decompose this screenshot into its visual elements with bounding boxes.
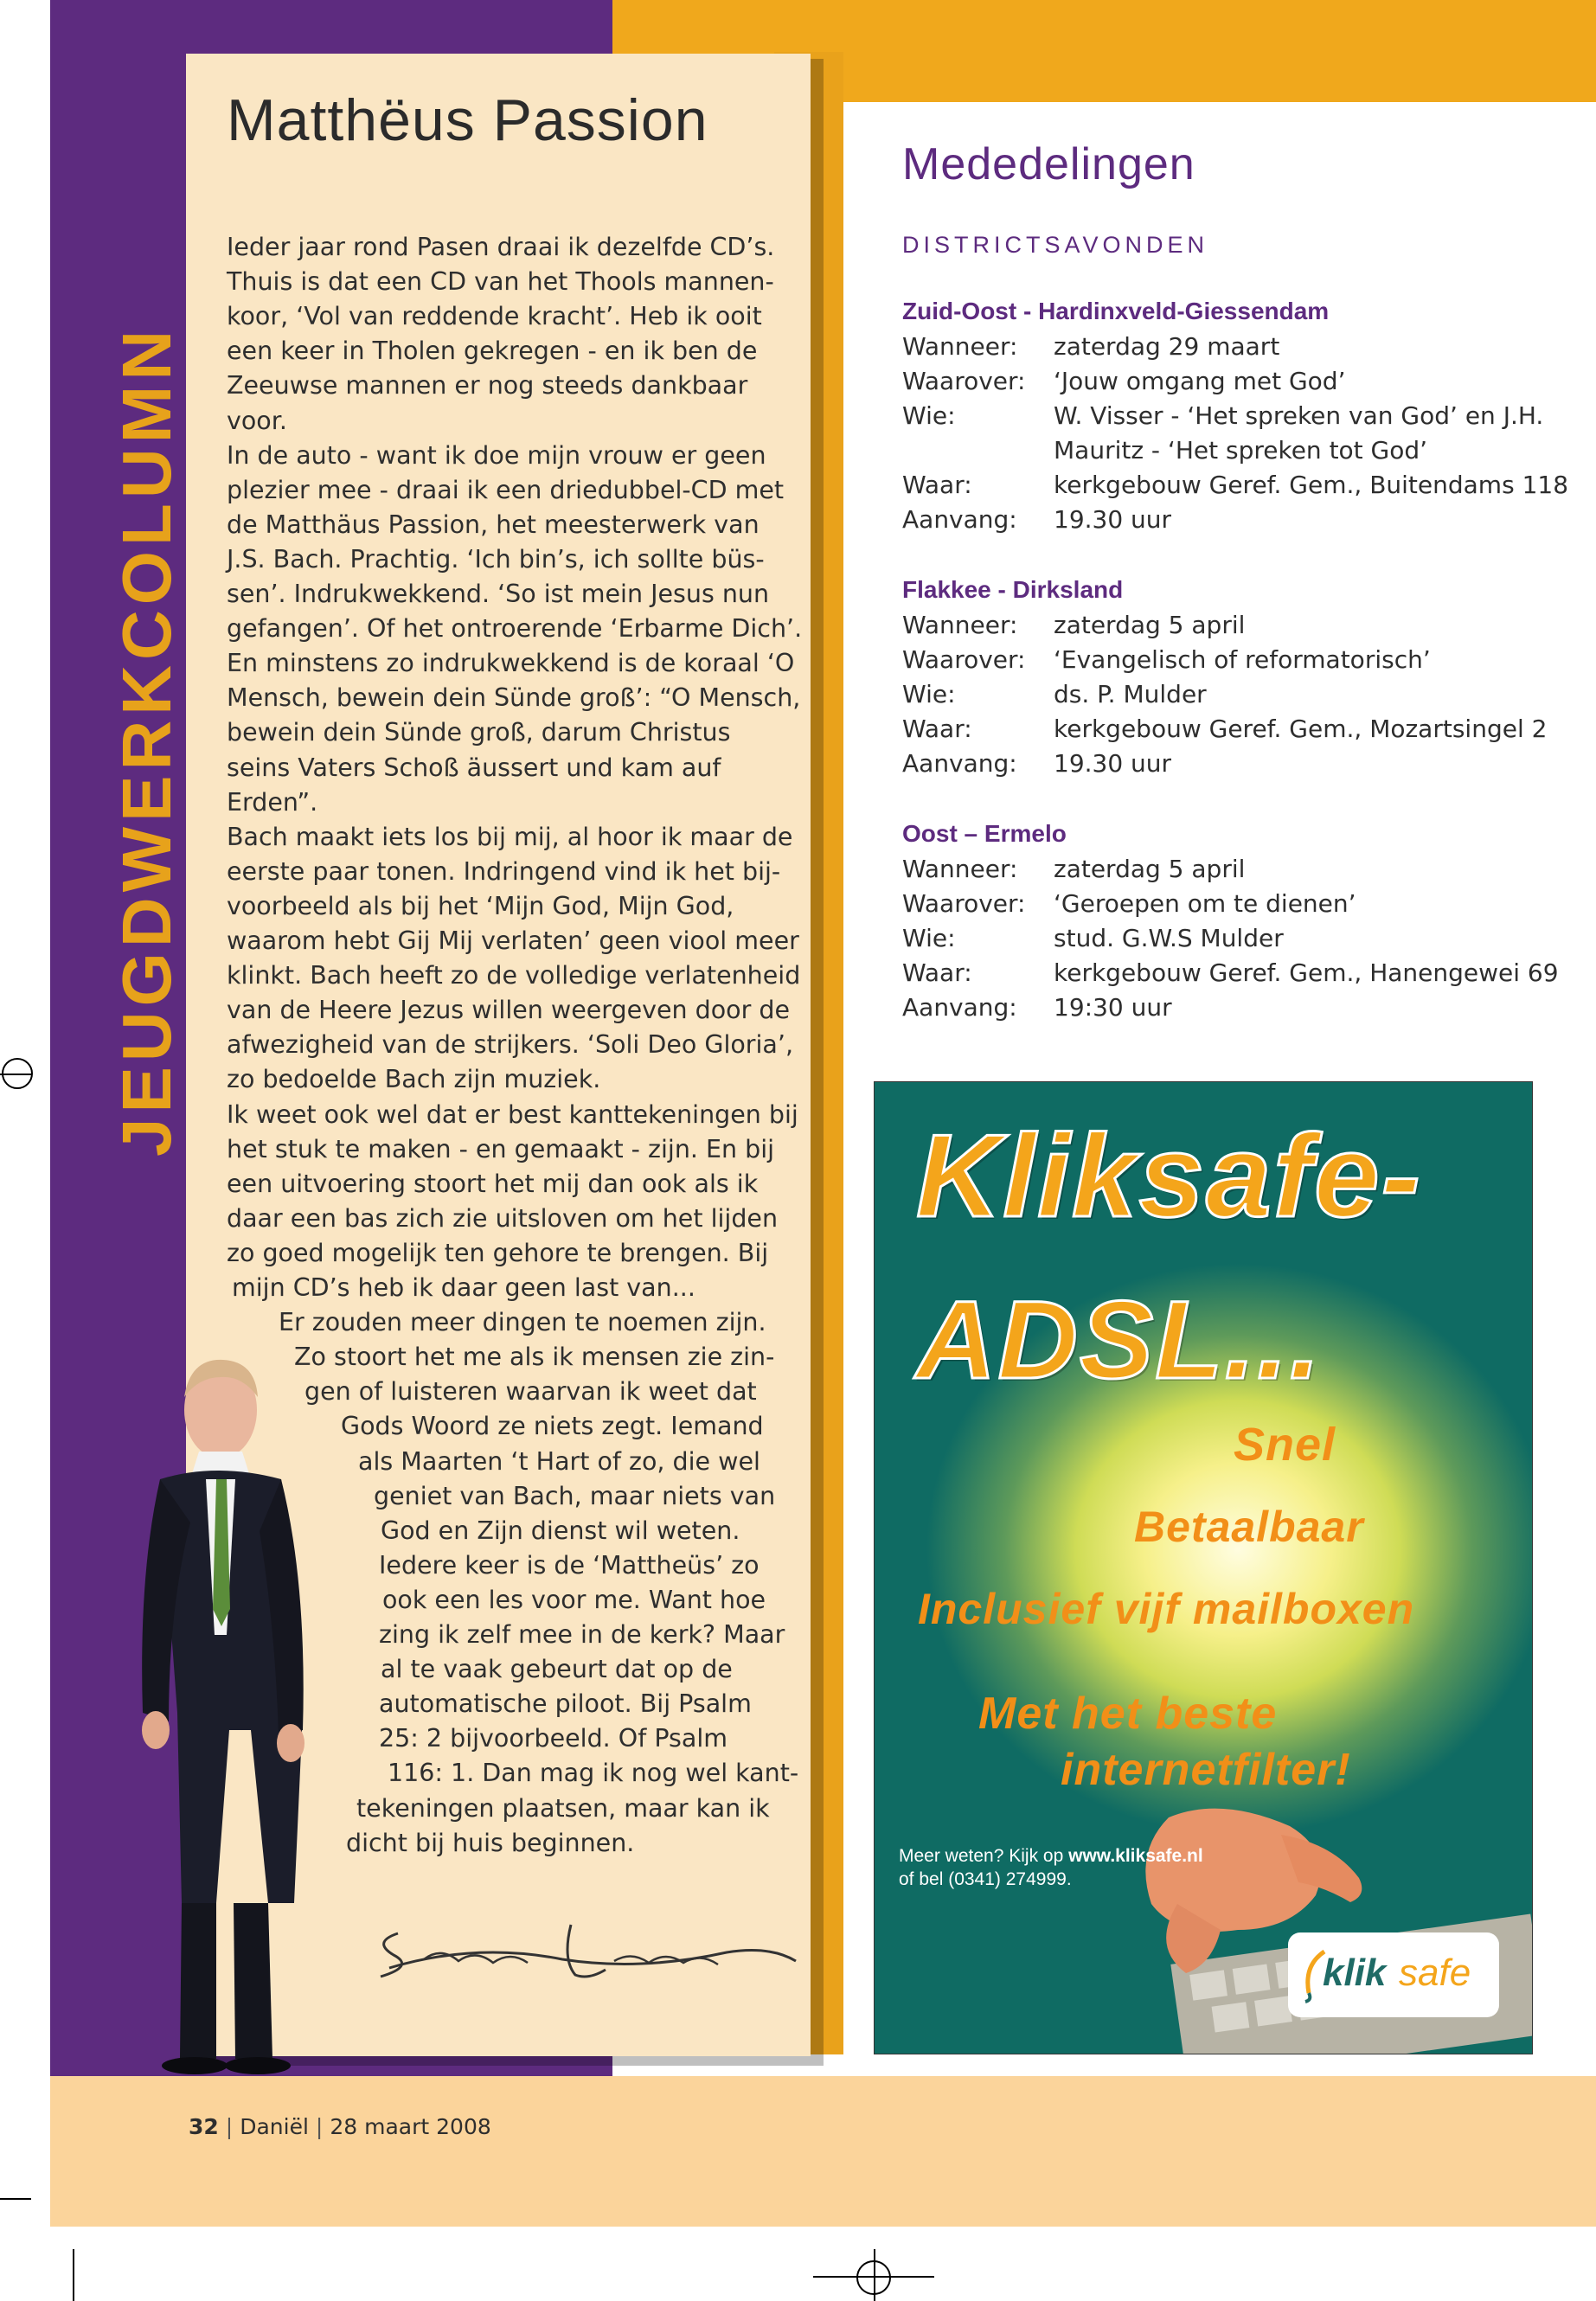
detail-value: 19:30 uur: [1054, 993, 1172, 1022]
ad-headline-2: ADSL...: [916, 1279, 1323, 1402]
column-text-line: Gods Woord ze niets zegt. Iemand: [341, 1412, 764, 1441]
detail-value: stud. G.W.S Mulder: [1054, 924, 1284, 952]
column-text-line: al te vaak gebeurt dat op de: [381, 1655, 733, 1684]
column-text-line: In de auto - want ik doe mijn vrouw er geen: [227, 440, 766, 470]
ad-bullet-betaalbaar: Betaalbaar: [1134, 1503, 1364, 1551]
detail-value: kerkgebouw Geref. Gem., Mozartsingel 2: [1054, 715, 1548, 743]
column-text-line: ook een les voor me. Want hoe: [382, 1585, 766, 1614]
ad-bullet-mailboxen: Inclusief vijf mailboxen: [918, 1585, 1415, 1633]
column-text-line: God en Zijn dienst wil weten.: [381, 1516, 740, 1545]
kliksafe-logo[interactable]: [1288, 1932, 1499, 2017]
detail-value: W. Visser - ‘Het spreken van God’ en J.H.: [1054, 401, 1544, 430]
footer-band: [50, 2076, 1596, 2227]
column-text-line: Mensch, bewein dein Sünde groß’: “O Mensch,: [227, 683, 801, 713]
ad-headline-1: Kliksafe-: [916, 1110, 1422, 1241]
ad-contact-line: [899, 1846, 1203, 1867]
column-text-line: als Maarten ‘t Hart of zo, die wel: [358, 1446, 760, 1476]
column-text-line: 116: 1. Dan mag ik nog wel kant-: [388, 1759, 799, 1788]
detail-label: Waarover:: [902, 645, 1026, 674]
districtsavonden-label: DISTRICTSAVONDEN: [902, 232, 1209, 258]
ad-bullet-filter-line1: Met het beste: [978, 1689, 1278, 1739]
column-text-line: de Matthäus Passion, het meesterwerk van: [227, 510, 760, 539]
logo-text-safe: safe: [1399, 1952, 1471, 1994]
column-text-line: plezier mee - draai ik een driedubbel-CD met: [227, 475, 785, 504]
detail-value: 19.30 uur: [1054, 505, 1172, 534]
logo-text-klik: klik: [1323, 1952, 1387, 1994]
column-text-line: daar een bas zich zie uitsloven om het lijden: [227, 1203, 779, 1233]
column-text-line: afwezigheid van de strijkers. ‘Soli Deo Gloria’,: [227, 1030, 794, 1060]
column-text-line: waarom hebt Gij Mij verlaten’ geen viool meer: [227, 926, 799, 955]
column-text-line: een uitvoering stoort het mij dan ook als ik: [227, 1169, 759, 1198]
detail-label: Aanvang:: [902, 993, 1017, 1022]
vertical-column-title: [104, 227, 190, 1157]
detail-label: Wanneer:: [902, 611, 1018, 639]
column-text-line: automatische piloot. Bij Psalm: [379, 1689, 752, 1719]
district-heading: Oost – Ermelo: [902, 820, 1067, 847]
detail-label: Aanvang:: [902, 749, 1017, 778]
detail-value: kerkgebouw Geref. Gem., Hanengewei 69: [1054, 958, 1559, 987]
column-text-line: Bach maakt iets los bij mij, al hoor ik maar de: [227, 822, 793, 851]
vertical-title-text: JEUGDWERKCOLUMN: [108, 324, 185, 1157]
kliksafe-advertisement[interactable]: [874, 1081, 1533, 2054]
column-text-line: zo bedoelde Bach zijn muziek.: [227, 1065, 601, 1094]
ad-contact-prefix: Meer weten? Kijk op: [899, 1846, 1069, 1866]
detail-label: Aanvang:: [902, 505, 1017, 534]
column-text-line: Zo stoort het me als ik mensen zie zin-: [294, 1343, 775, 1372]
column-text-line: En minstens zo indrukwekkend is de koraal ‘O: [227, 649, 795, 678]
detail-value: zaterdag 5 april: [1054, 855, 1246, 883]
detail-label: Wanneer:: [902, 332, 1018, 361]
ad-url-link[interactable]: www.kliksafe.nl: [1068, 1846, 1203, 1866]
detail-value: zaterdag 29 maart: [1054, 332, 1280, 361]
column-text-line: mijn CD’s heb ik daar geen last van...: [232, 1273, 695, 1302]
column-title: Matthëus Passion: [227, 87, 708, 153]
column-text-line: Ik weet ook wel dat er best kanttekeningen bij: [227, 1099, 798, 1129]
column-text-line: voor.: [227, 406, 287, 435]
column-text-line: zing ik zelf mee in de kerk? Maar: [379, 1620, 785, 1649]
detail-label: Waarover:: [902, 367, 1026, 395]
detail-label: Waarover:: [902, 889, 1026, 918]
mededelingen-title: Mededelingen: [902, 139, 1195, 189]
detail-value: ‘Evangelisch of reformatorisch’: [1054, 645, 1431, 674]
page-number: 32: [189, 2114, 219, 2139]
column-text-line: bewein dein Sünde groß, darum Christus: [227, 718, 731, 747]
column-text-line: van de Heere Jezus willen weergeven door de: [227, 996, 791, 1025]
detail-label: Waar:: [902, 471, 972, 499]
column-text-line: eerste paar tonen. Indringend vind ik het bij-: [227, 856, 781, 886]
registration-mark: [2, 1058, 33, 1089]
column-text-line: 25: 2 bijvoorbeeld. Of Psalm: [379, 1724, 727, 1753]
column-text-line: Er zouden meer dingen te noemen zijn.: [279, 1308, 766, 1337]
detail-value: ds. P. Mulder: [1054, 680, 1207, 708]
column-text-line: Thuis is dat een CD van het Thools mannen-: [227, 267, 774, 297]
column-text-line: zo goed mogelijk ten gehore te brengen. Bij: [227, 1238, 769, 1267]
district-heading: Zuid-Oost - Hardinxveld-Giessendam: [902, 298, 1330, 324]
column-text-line: gefangen’. Of het ontroerende ‘Erbarme Dich’.: [227, 614, 803, 644]
detail-value: kerkgebouw Geref. Gem., Buitendams 118: [1054, 471, 1569, 499]
column-text-line: het stuk te maken - en gemaakt - zijn. En bij: [227, 1134, 775, 1163]
column-text-line: een keer in Tholen gekregen - en ik ben de: [227, 336, 758, 366]
crop-mark: [0, 2198, 31, 2200]
detail-label: Waar:: [902, 958, 972, 987]
publication-name: Daniël: [240, 2114, 309, 2139]
detail-value: Mauritz - ‘Het spreken tot God’: [1054, 436, 1428, 465]
detail-label: Wie:: [902, 680, 956, 708]
column-text-line: voorbeeld als bij het ‘Mijn God, Mijn God,: [227, 891, 734, 920]
column-text-line: Zeeuwse mannen er nog steeds dankbaar: [227, 371, 748, 401]
crop-mark: [73, 2249, 74, 2301]
detail-label: Wie:: [902, 401, 956, 430]
detail-label: Wie:: [902, 924, 956, 952]
column-text-line: gen of luisteren waarvan ik weet dat: [304, 1377, 757, 1407]
detail-value: ‘Jouw omgang met God’: [1054, 367, 1346, 395]
column-text-line: klinkt. Bach heeft zo de volledige verlatenheid: [227, 961, 801, 990]
ad-phone: of bel (0341) 274999.: [899, 1869, 1072, 1889]
column-text-line: dicht bij huis beginnen.: [346, 1828, 635, 1857]
detail-label: Wanneer:: [902, 855, 1018, 883]
publication-date: 28 maart 2008: [330, 2114, 491, 2139]
column-text-line: Iedere keer is de ‘Mattheüs’ zo: [379, 1550, 760, 1580]
author-signature: [355, 1907, 804, 2003]
column-text-line: sen’. Indrukwekkend. ‘So ist mein Jesus nun: [227, 580, 770, 608]
registration-mark: [856, 2260, 891, 2295]
detail-value: 19.30 uur: [1054, 749, 1172, 778]
column-text-line: seins Vaters Schoß äussert und kam auf: [227, 753, 721, 782]
column-text-line: J.S. Bach. Prachtig. ‘Ich bin’s, ich sollte büs-: [227, 544, 765, 574]
detail-label: Waar:: [902, 715, 972, 743]
column-text-line: geniet van Bach, maar niets van: [374, 1481, 776, 1510]
page-footer: 32 | Daniël | 28 maart 2008: [189, 2114, 491, 2139]
district-heading: Flakkee - Dirksland: [902, 576, 1124, 603]
ad-bullet-filter-line2: internetfilter!: [1061, 1745, 1351, 1795]
column-text-line: Ieder jaar rond Pasen draai ik dezelfde CD’s.: [227, 233, 775, 261]
column-text-line: koor, ‘Vol van reddende kracht’. Heb ik ooit: [227, 302, 762, 331]
detail-value: zaterdag 5 april: [1054, 611, 1246, 639]
detail-value: ‘Geroepen om te dienen’: [1054, 889, 1356, 918]
ad-bullet-snel: Snel: [1234, 1419, 1336, 1471]
column-text-line: tekeningen plaatsen, maar kan ik: [356, 1793, 770, 1823]
column-text-line: Erden”.: [227, 787, 318, 817]
